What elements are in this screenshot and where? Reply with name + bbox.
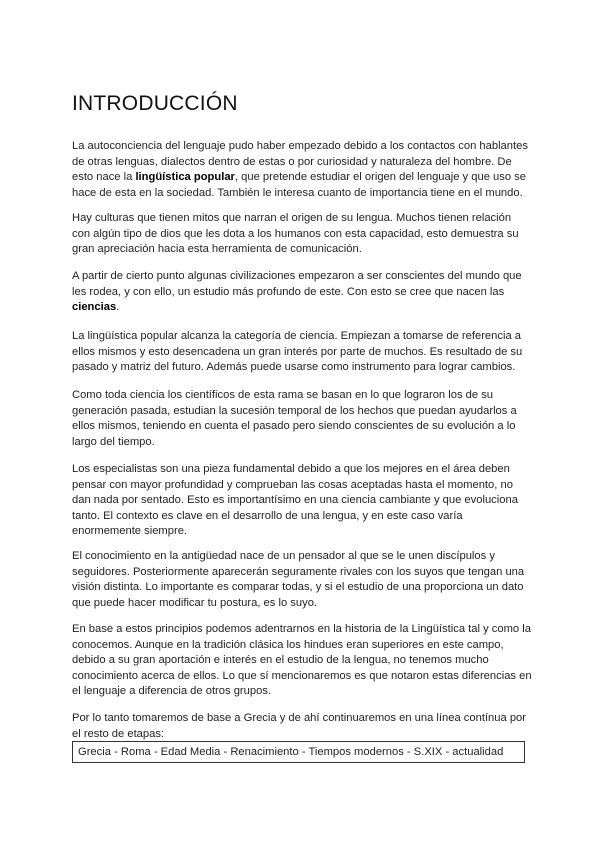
- term-linguistica-popular: lingüística popular: [135, 171, 235, 184]
- paragraph-1: [72, 139, 532, 201]
- paragraph-3: [72, 269, 532, 316]
- paragraph-6: Los especialistas son una pieza fundamental debido a que los mejores en el área deben pensar con mayor profundidad y comprueban las cosas aceptadas hasta el momento, no dan nada por sentado. Esto es importantísimo en una ciencia cambiante y que evoluciona tanto. El contexto es clave en el desarrollo de una lengua, y en este caso varía enormemente siempre.: [72, 463, 518, 538]
- paragraph-2: Hay culturas que tienen mitos que narran el origen de su lengua. Muchos tienen relación con algún tipo de dios que les dota a los humanos con esta capacidad, esto demuestra su gran apreciación hacia esta herramienta de comunicación.: [72, 212, 519, 256]
- paragraph-3-text-c: .: [116, 301, 120, 314]
- paragraph-8: En base a estos principios podemos adentrarnos en la historia de la Lingüística tal y como la conocemos. Aunque en la tradición clásica los hindues eran superiores en este campo, debido a su gran aportación e interés en el estudio de la lengua, no tenemos mucho conocimiento acerca de ellos. Lo que sí mencionaremos es que notaron estas diferencias en el lenguaje a diferencia de otros grupos.: [72, 623, 532, 698]
- paragraph-1-text-a: La autoconciencia del lenguaje pudo haber empezado debido a los contactos con hablantes de otras lenguas, dialectos dentro de estas o por curiosidad y naturaleza del hombre. De esto nace la: [72, 140, 528, 184]
- paragraph-1-text-c: , que pretende estudiar el origen del lenguaje y que uso se hace de esta en la sociedad. También le interesa cuanto de importancia tiene en el mundo.: [72, 171, 526, 199]
- stages-timeline-box: Grecia - Roma - Edad Media - Renacimiento - Tiempos modernos - S.XIX - actualidad: [72, 741, 525, 763]
- paragraph-4: La lingüística popular alcanza la categoría de ciencia. Empiezan a tomarse de referencia a ellos mismos y esto desencadena un gran interés por parte de muchos. Es resultado de su pasado y matriz del futuro. Además puede usarse como instrumento para lograr cambios.: [72, 330, 523, 374]
- paragraph-9: Por lo tanto tomaremos de base a Grecia y de ahí continuaremos en una línea contínua por el resto de etapas:: [72, 712, 526, 740]
- term-ciencias: ciencias: [72, 301, 117, 314]
- page-title: INTRODUCCIÓN: [72, 92, 238, 115]
- paragraph-7: El conocimiento en la antigüedad nace de un pensador al que se le unen discípulos y seguidores. Posteriormente aparecerán seguramente rivales con los suyos que tengan una visión distinta. Lo importante es comparar todas, y si el estudio de una proporciona un dato que puede hacer modificar tu postura, es lo suyo.: [72, 550, 525, 609]
- paragraph-3-text-a: A partir de cierto punto algunas civilizaciones empezaron a ser conscientes del mundo que les rodea, y con ello, un estudio más profundo de este. Con esto se cree que nacen las: [72, 270, 522, 298]
- paragraph-5: Como toda ciencia los científicos de esta rama se basan en lo que lograron los de su generación pasada, estudian la sucesión temporal de los hechos que puedan ayudarlos a ellos mismos, teniendo en cuenta el pasado pero siendo conscientes de su evolución a lo largo del tiempo.: [72, 389, 517, 448]
